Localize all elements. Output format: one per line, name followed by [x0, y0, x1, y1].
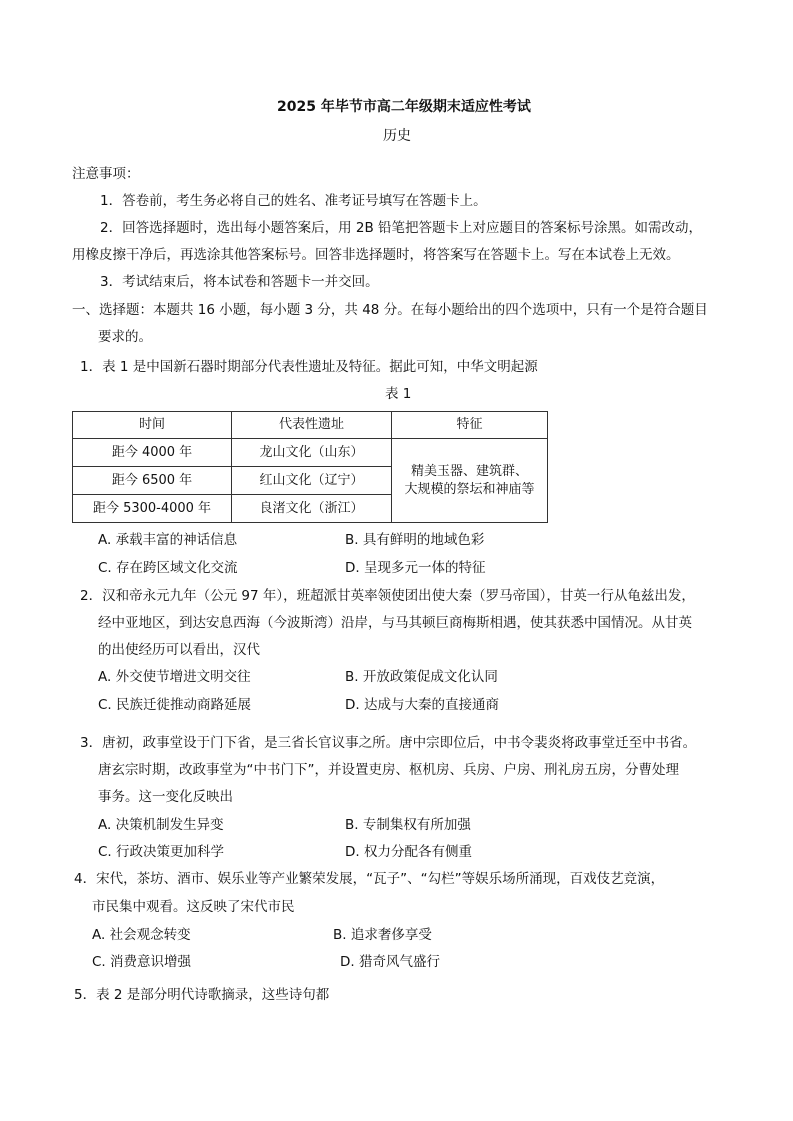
q4-option-c: C. 消费意识增强 [92, 954, 192, 970]
table-cell-site: 龙山文化（山东） [232, 439, 392, 467]
section-heading-cont: 要求的。 [98, 329, 152, 345]
table-cell-site: 良渚文化（浙江） [232, 495, 392, 523]
q2-stem-line-1: 2．汉和帝永元九年（公元 97 年），班超派甘英率领使团出使大秦（罗马帝国），甘英一行从龟兹出发， [80, 588, 695, 604]
table-cell-time: 距今 4000 年 [73, 439, 232, 467]
section-heading: 一、选择题：本题共 16 小题，每小题 3 分，共 48 分。在每小题给出的四个选项中，只有一个是符合题目 [72, 302, 708, 318]
exam-title: 2025 年毕节市高二年级期末适应性考试 [277, 99, 531, 115]
q3-stem-line-2: 唐玄宗时期，改政事堂为“中书门下”，并设置吏房、枢机房、兵房、户房、刑礼房五房，分曹处理 [98, 762, 679, 778]
q1-option-c: C. 存在跨区域文化交流 [98, 560, 238, 576]
q3-option-c: C. 行政决策更加科学 [98, 844, 225, 860]
subject-title: 历史 [383, 128, 411, 144]
table-header-time: 时间 [73, 412, 232, 439]
q1-stem: 1．表 1 是中国新石器时期部分代表性遗址及特征。据此可知，中华文明起源 [80, 359, 538, 375]
q4-stem-line-2: 市民集中观看。这反映了宋代市民 [92, 899, 295, 915]
notice-heading: 注意事项： [72, 166, 140, 182]
q1-option-a: A. 承载丰富的神话信息 [98, 532, 238, 548]
q3-stem-line-1: 3．唐初，政事堂设于门下省，是三省长官议事之所。唐中宗即位后，中书令裴炎将政事堂迁至中书省。 [80, 735, 697, 751]
q4-option-b: B. 追求奢侈享受 [333, 927, 432, 943]
q2-option-b: B. 开放政策促成文化认同 [345, 669, 498, 685]
table1-caption: 表 1 [385, 386, 412, 402]
notice-item-2: 2．回答选择题时，选出每小题答案后，用 2B 铅笔把答题卡上对应题目的答案标号涂黑。如需改动， [100, 220, 703, 236]
table-cell-time: 距今 5300-4000 年 [73, 495, 232, 523]
table1 [72, 411, 548, 523]
table-cell-feature [392, 439, 548, 523]
table-cell-time: 距今 6500 年 [73, 467, 232, 495]
table-header-feature: 特征 [392, 412, 548, 439]
q3-option-b: B. 专制集权有所加强 [345, 817, 471, 833]
q2-stem-line-3: 的出使经历可以看出，汉代 [98, 642, 260, 658]
q5-stem: 5．表 2 是部分明代诗歌摘录，这些诗句都 [74, 987, 330, 1003]
q1-option-b: B. 具有鲜明的地域色彩 [345, 532, 485, 548]
q2-option-a: A. 外交使节增进文明交往 [98, 669, 251, 685]
table-header-site: 代表性遗址 [232, 412, 392, 439]
table-cell-site: 红山文化（辽宁） [232, 467, 392, 495]
q2-option-c: C. 民族迁徙推动商路延展 [98, 697, 252, 713]
q2-stem-line-2: 经中亚地区，到达安息西海（今波斯湾）沿岸，与马其顿巨商梅斯相遇，使其获悉中国情况。从甘英 [98, 615, 692, 631]
q4-stem-line-1: 4．宋代，茶坊、酒市、娱乐业等产业繁荣发展，“瓦子”、“勾栏”等娱乐场所涌现，百戏伎艺竞演， [74, 871, 665, 887]
q3-option-d: D. 权力分配各有侧重 [345, 844, 472, 860]
table-row [73, 439, 548, 467]
feature-line-1: 精美玉器、建筑群、 [410, 463, 528, 479]
q1-option-d: D. 呈现多元一体的特征 [345, 560, 486, 576]
table-header-row [73, 412, 548, 439]
q4-option-a: A. 社会观念转变 [92, 927, 191, 943]
feature-line-2: 大规模的祭坛和神庙等 [404, 481, 535, 497]
notice-item-3: 3．考试结束后，将本试卷和答题卡一并交回。 [100, 274, 379, 290]
notice-item-1: 1．答卷前，考生务必将自己的姓名、准考证号填写在答题卡上。 [100, 193, 487, 209]
q4-option-d: D. 猎奇风气盛行 [340, 954, 440, 970]
q3-option-a: A. 决策机制发生异变 [98, 817, 224, 833]
q3-stem-line-3: 事务。这一变化反映出 [98, 789, 233, 805]
q2-option-d: D. 达成与大秦的直接通商 [345, 697, 499, 713]
notice-item-2-cont: 用橡皮擦干净后，再选涂其他答案标号。回答非选择题时，将答案写在答题卡上。写在本试卷上无效。 [72, 247, 680, 263]
